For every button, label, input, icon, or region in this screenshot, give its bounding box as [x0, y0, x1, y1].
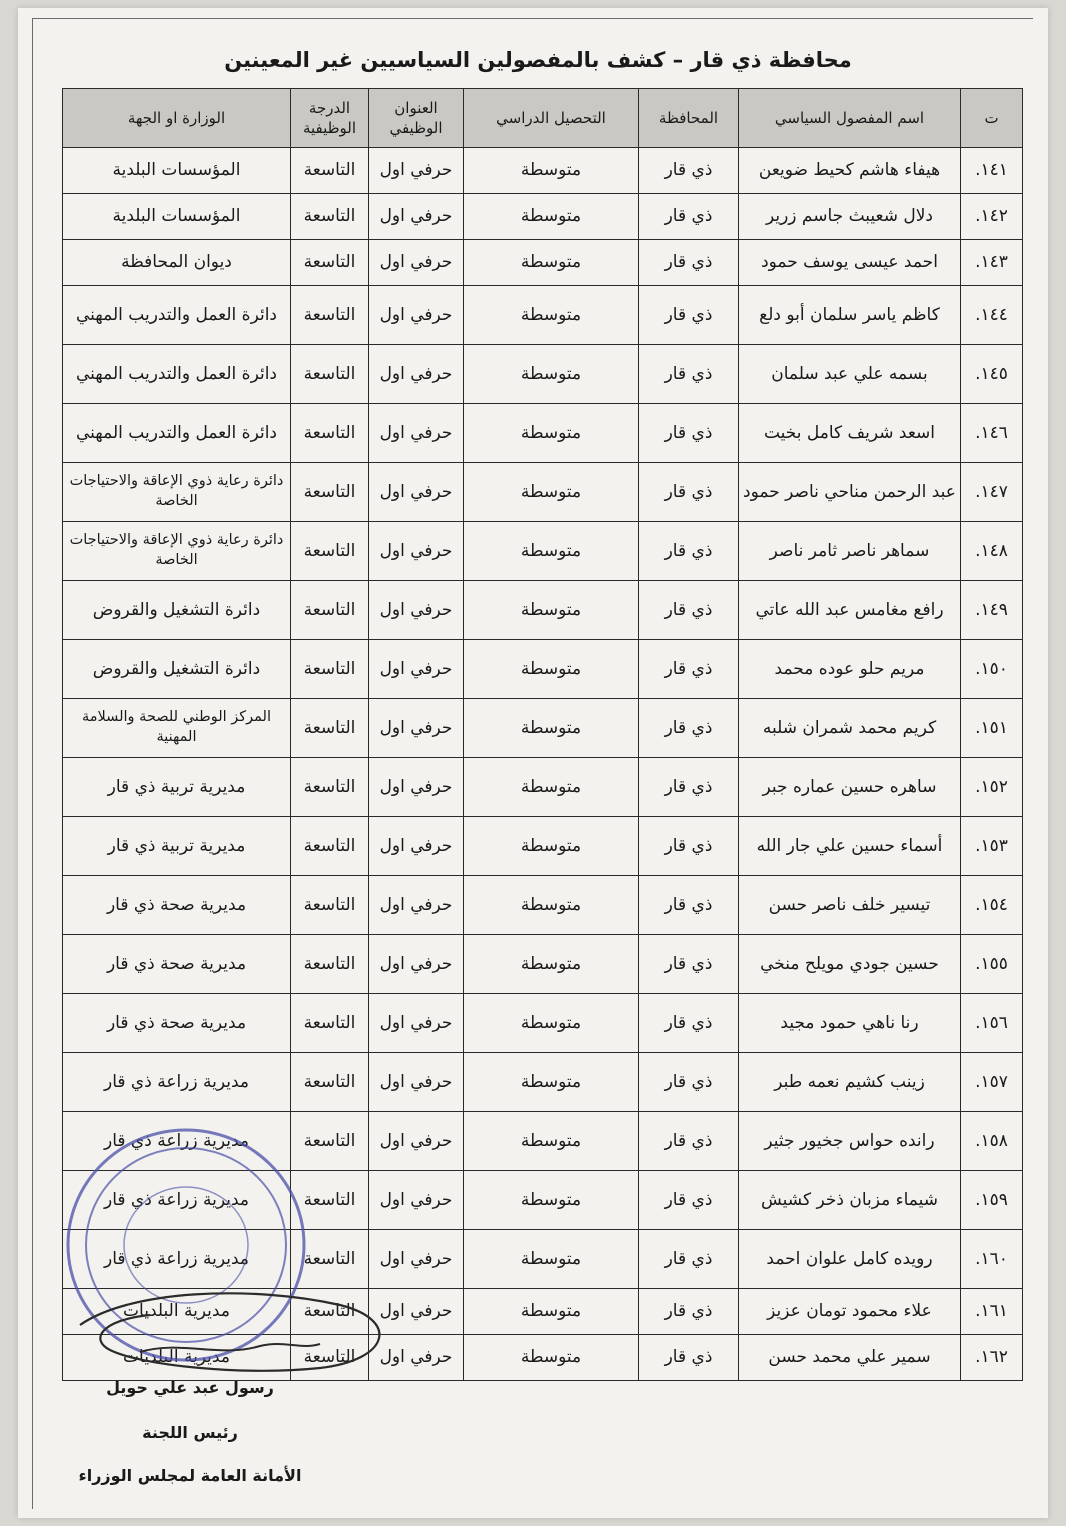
document-title: محافظة ذي قار – كشف بالمفصولين السياسيين غير المعينين — [224, 48, 852, 72]
row-number: ١٤٧. — [961, 463, 1023, 522]
person-name: ساهره حسين عماره جبر — [739, 758, 961, 817]
row-number: ١٥٦. — [961, 994, 1023, 1053]
signer-organization: الأمانة العامة لمجلس الوزراء — [78, 1466, 302, 1485]
ministry-cell: دائرة العمل والتدريب المهني — [63, 345, 291, 404]
person-name: رانده حواس جخيور جثير — [739, 1112, 961, 1171]
table-row — [63, 463, 1023, 522]
education-cell: متوسطة — [464, 240, 639, 286]
header-ministry: الوزارة او الجهة — [63, 89, 291, 148]
governorate-cell: ذي قار — [639, 240, 739, 286]
table-row — [63, 758, 1023, 817]
governorate-cell: ذي قار — [639, 1230, 739, 1289]
grade-cell: التاسعة — [291, 463, 369, 522]
row-number: ١٥٥. — [961, 935, 1023, 994]
grade-cell: التاسعة — [291, 1171, 369, 1230]
ministry-cell: المؤسسات البلدية — [63, 148, 291, 194]
ministry-cell: دائرة التشغيل والقروض — [63, 581, 291, 640]
row-number: ١٥٩. — [961, 1171, 1023, 1230]
job-title-cell: حرفي اول — [369, 404, 464, 463]
row-number: ١٥٤. — [961, 876, 1023, 935]
job-title-cell: حرفي اول — [369, 522, 464, 581]
job-title-cell: حرفي اول — [369, 1335, 464, 1381]
job-title-cell: حرفي اول — [369, 935, 464, 994]
governorate-cell: ذي قار — [639, 463, 739, 522]
job-title-cell: حرفي اول — [369, 463, 464, 522]
person-name: حسين جودي مويلح منخي — [739, 935, 961, 994]
education-cell: متوسطة — [464, 148, 639, 194]
ministry-cell: مديرية صحة ذي قار — [63, 935, 291, 994]
grade-cell: التاسعة — [291, 994, 369, 1053]
person-name: دلال شعيبث جاسم زرير — [739, 194, 961, 240]
person-name: بسمه علي عبد سلمان — [739, 345, 961, 404]
person-name: أسماء حسين علي جار الله — [739, 817, 961, 876]
table-row — [63, 522, 1023, 581]
ministry-cell: مديرية تربية ذي قار — [63, 817, 291, 876]
job-title-cell: حرفي اول — [369, 876, 464, 935]
person-name: سماهر ناصر ثامر ناصر — [739, 522, 961, 581]
ministry-cell: دائرة رعاية ذوي الإعاقة والاحتياجات الخاصة — [63, 522, 291, 581]
education-cell: متوسطة — [464, 345, 639, 404]
person-name: رنا ناهي حمود مجيد — [739, 994, 961, 1053]
job-title-cell: حرفي اول — [369, 194, 464, 240]
job-title-cell: حرفي اول — [369, 1053, 464, 1112]
ministry-cell: مديرية صحة ذي قار — [63, 876, 291, 935]
grade-cell: التاسعة — [291, 1112, 369, 1171]
table-row — [63, 286, 1023, 345]
grade-cell: التاسعة — [291, 404, 369, 463]
header-seq: ت — [961, 89, 1023, 148]
person-name: تيسير خلف ناصر حسن — [739, 876, 961, 935]
education-cell: متوسطة — [464, 463, 639, 522]
person-name: مريم حلو عوده محمد — [739, 640, 961, 699]
row-number: ١٦٢. — [961, 1335, 1023, 1381]
governorate-cell: ذي قار — [639, 817, 739, 876]
ministry-cell: المركز الوطني للصحة والسلامة المهنية — [63, 699, 291, 758]
governorate-cell: ذي قار — [639, 404, 739, 463]
person-name: سمير علي محمد حسن — [739, 1335, 961, 1381]
person-name: كريم محمد شمران شلبه — [739, 699, 961, 758]
education-cell: متوسطة — [464, 1171, 639, 1230]
education-cell: متوسطة — [464, 935, 639, 994]
education-cell: متوسطة — [464, 640, 639, 699]
governorate-cell: ذي قار — [639, 876, 739, 935]
ministry-cell: دائرة التشغيل والقروض — [63, 640, 291, 699]
row-number: ١٤٨. — [961, 522, 1023, 581]
grade-cell: التاسعة — [291, 194, 369, 240]
governorate-cell: ذي قار — [639, 640, 739, 699]
grade-cell: التاسعة — [291, 640, 369, 699]
row-number: ١٥٧. — [961, 1053, 1023, 1112]
person-name: هيفاء هاشم كحيط ضويعن — [739, 148, 961, 194]
education-cell: متوسطة — [464, 758, 639, 817]
grade-cell: التاسعة — [291, 240, 369, 286]
job-title-cell: حرفي اول — [369, 699, 464, 758]
person-name: علاء محمود تومان عزيز — [739, 1289, 961, 1335]
job-title-cell: حرفي اول — [369, 345, 464, 404]
governorate-cell: ذي قار — [639, 1171, 739, 1230]
grade-cell: التاسعة — [291, 1053, 369, 1112]
governorate-cell: ذي قار — [639, 935, 739, 994]
job-title-cell: حرفي اول — [369, 817, 464, 876]
grade-cell: التاسعة — [291, 1230, 369, 1289]
ministry-cell: دائرة العمل والتدريب المهني — [63, 404, 291, 463]
header-governorate: المحافظة — [639, 89, 739, 148]
table-row — [63, 935, 1023, 994]
grade-cell: التاسعة — [291, 1335, 369, 1381]
person-name: زينب كشيم نعمه طبر — [739, 1053, 961, 1112]
education-cell: متوسطة — [464, 1289, 639, 1335]
row-number: ١٤٦. — [961, 404, 1023, 463]
ministry-cell: مديرية البلديات — [63, 1289, 291, 1335]
governorate-cell: ذي قار — [639, 194, 739, 240]
table-row — [63, 994, 1023, 1053]
header-grade: الدرجة الوظيفية — [291, 89, 369, 148]
grade-cell: التاسعة — [291, 286, 369, 345]
header-name: اسم المفصول السياسي — [739, 89, 961, 148]
row-number: ١٦١. — [961, 1289, 1023, 1335]
header-education: التحصيل الدراسي — [464, 89, 639, 148]
governorate-cell: ذي قار — [639, 1335, 739, 1381]
job-title-cell: حرفي اول — [369, 1230, 464, 1289]
table-row — [63, 240, 1023, 286]
job-title-cell: حرفي اول — [369, 581, 464, 640]
ministry-cell: مديرية صحة ذي قار — [63, 994, 291, 1053]
education-cell: متوسطة — [464, 817, 639, 876]
job-title-cell: حرفي اول — [369, 1289, 464, 1335]
row-number: ١٦٠. — [961, 1230, 1023, 1289]
education-cell: متوسطة — [464, 699, 639, 758]
ministry-cell: مديرية البلديات — [63, 1335, 291, 1381]
grade-cell: التاسعة — [291, 522, 369, 581]
job-title-cell: حرفي اول — [369, 148, 464, 194]
header-job-title: العنوان الوظيفي — [369, 89, 464, 148]
signer-role: رئيس اللجنة — [142, 1423, 238, 1442]
education-cell: متوسطة — [464, 522, 639, 581]
ministry-cell: مديرية زراعة ذي قار — [63, 1112, 291, 1171]
person-name: رافع مغامس عبد الله عاتي — [739, 581, 961, 640]
governorate-cell: ذي قار — [639, 1289, 739, 1335]
governorate-cell: ذي قار — [639, 699, 739, 758]
grade-cell: التاسعة — [291, 817, 369, 876]
grade-cell: التاسعة — [291, 581, 369, 640]
row-number: ١٤٢. — [961, 194, 1023, 240]
education-cell: متوسطة — [464, 1335, 639, 1381]
person-name: كاظم ياسر سلمان أبو دلع — [739, 286, 961, 345]
person-name: رويده كامل علوان احمد — [739, 1230, 961, 1289]
person-name: عبد الرحمن مناحي ناصر حمود — [739, 463, 961, 522]
job-title-cell: حرفي اول — [369, 1171, 464, 1230]
governorate-cell: ذي قار — [639, 522, 739, 581]
job-title-cell: حرفي اول — [369, 994, 464, 1053]
signature-scribble — [70, 1280, 400, 1380]
table-row — [63, 194, 1023, 240]
grade-cell: التاسعة — [291, 148, 369, 194]
grade-cell: التاسعة — [291, 699, 369, 758]
ministry-cell: ديوان المحافظة — [63, 240, 291, 286]
governorate-cell: ذي قار — [639, 1053, 739, 1112]
row-number: ١٥٣. — [961, 817, 1023, 876]
ministry-cell: المؤسسات البلدية — [63, 194, 291, 240]
person-name: احمد عيسى يوسف حمود — [739, 240, 961, 286]
governorate-cell: ذي قار — [639, 994, 739, 1053]
education-cell: متوسطة — [464, 1053, 639, 1112]
row-number: ١٥٠. — [961, 640, 1023, 699]
grade-cell: التاسعة — [291, 1289, 369, 1335]
ministry-cell: مديرية زراعة ذي قار — [63, 1171, 291, 1230]
ministry-cell: مديرية زراعة ذي قار — [63, 1053, 291, 1112]
ministry-cell: مديرية زراعة ذي قار — [63, 1230, 291, 1289]
row-number: ١٤٩. — [961, 581, 1023, 640]
row-number: ١٤١. — [961, 148, 1023, 194]
job-title-cell: حرفي اول — [369, 240, 464, 286]
table-row — [63, 640, 1023, 699]
education-cell: متوسطة — [464, 1230, 639, 1289]
grade-cell: التاسعة — [291, 935, 369, 994]
row-number: ١٥٢. — [961, 758, 1023, 817]
governorate-cell: ذي قار — [639, 1112, 739, 1171]
job-title-cell: حرفي اول — [369, 286, 464, 345]
table-row — [63, 1053, 1023, 1112]
governorate-cell: ذي قار — [639, 148, 739, 194]
table-header-row — [63, 89, 1023, 148]
row-number: ١٤٤. — [961, 286, 1023, 345]
row-number: ١٤٣. — [961, 240, 1023, 286]
table-row — [63, 876, 1023, 935]
education-cell: متوسطة — [464, 876, 639, 935]
person-name: اسعد شريف كامل بخيت — [739, 404, 961, 463]
ministry-cell: دائرة العمل والتدريب المهني — [63, 286, 291, 345]
grade-cell: التاسعة — [291, 758, 369, 817]
ministry-cell: دائرة رعاية ذوي الإعاقة والاحتياجات الخاصة — [63, 463, 291, 522]
table-row — [63, 817, 1023, 876]
education-cell: متوسطة — [464, 994, 639, 1053]
governorate-cell: ذي قار — [639, 286, 739, 345]
table-row — [63, 581, 1023, 640]
table-row — [63, 404, 1023, 463]
person-name: شيماء مزبان ذخر كشيش — [739, 1171, 961, 1230]
job-title-cell: حرفي اول — [369, 1112, 464, 1171]
signer-name: رسول عبد علي حويل — [106, 1378, 274, 1397]
grade-cell: التاسعة — [291, 876, 369, 935]
education-cell: متوسطة — [464, 286, 639, 345]
education-cell: متوسطة — [464, 581, 639, 640]
education-cell: متوسطة — [464, 1112, 639, 1171]
governorate-cell: ذي قار — [639, 758, 739, 817]
row-number: ١٥١. — [961, 699, 1023, 758]
education-cell: متوسطة — [464, 404, 639, 463]
grade-cell: التاسعة — [291, 345, 369, 404]
row-number: ١٤٥. — [961, 345, 1023, 404]
table-row — [63, 148, 1023, 194]
table-row — [63, 345, 1023, 404]
governorate-cell: ذي قار — [639, 581, 739, 640]
table-row — [63, 699, 1023, 758]
education-cell: متوسطة — [464, 194, 639, 240]
governorate-cell: ذي قار — [639, 345, 739, 404]
job-title-cell: حرفي اول — [369, 640, 464, 699]
job-title-cell: حرفي اول — [369, 758, 464, 817]
row-number: ١٥٨. — [961, 1112, 1023, 1171]
ministry-cell: مديرية تربية ذي قار — [63, 758, 291, 817]
